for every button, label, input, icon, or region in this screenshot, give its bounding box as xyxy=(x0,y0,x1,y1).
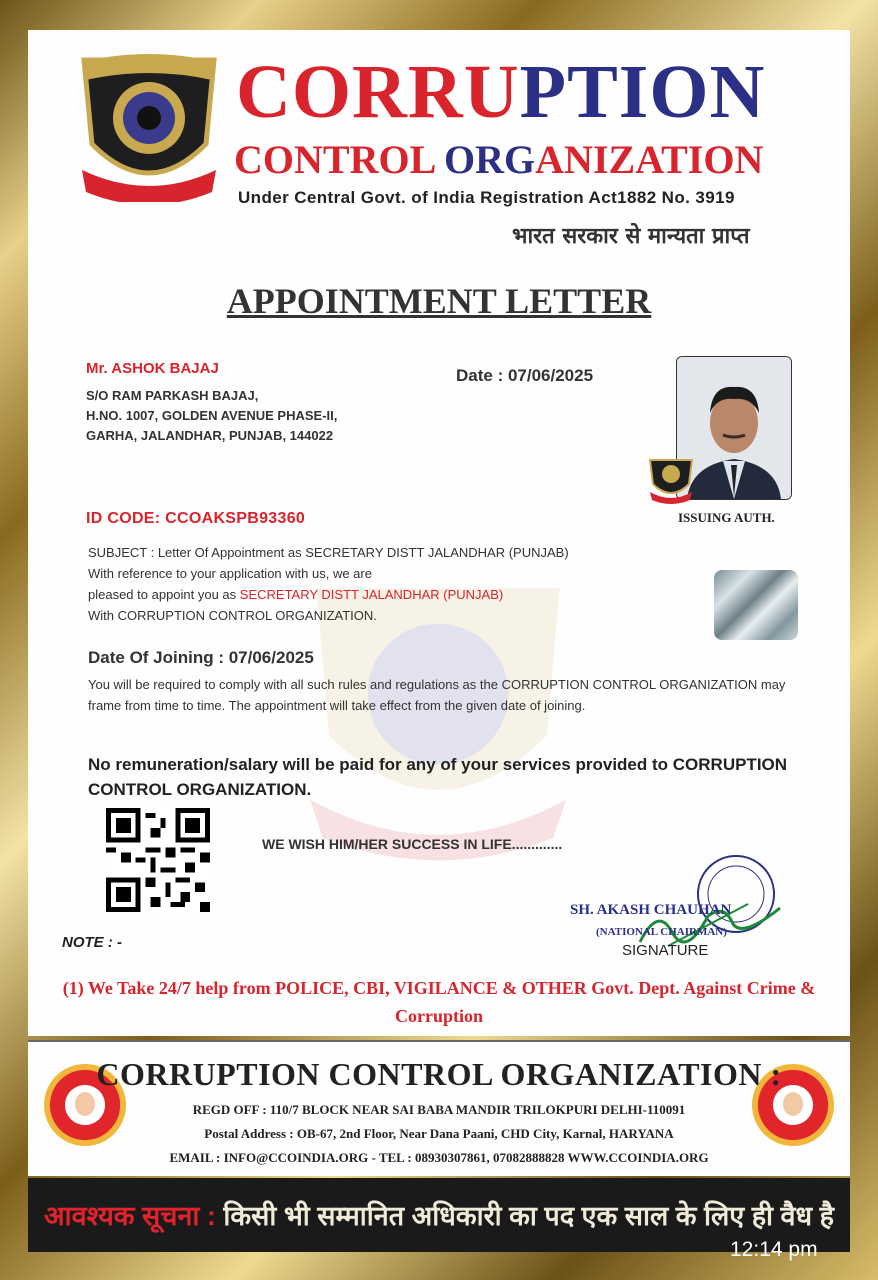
signatory-name: SH. AKASH CHAUHAN xyxy=(570,902,732,918)
signature-block xyxy=(548,846,828,966)
footer-regd-office: REGD OFF : 110/7 BLOCK NEAR SAI BABA MANDIR TRILOKPURI DELHI-110091 xyxy=(192,1102,686,1117)
issuing-authority-label: ISSUING AUTH. xyxy=(678,510,775,525)
recipient-address: S/O RAM PARKASH BAJAJ, H.NO. 1007, GOLDEN AVENUE PHASE-II, GARHA, JALANDHAR, PUNJAB, 144022 xyxy=(86,388,338,443)
org-subtitle: CONTROL ORGANIZATION xyxy=(234,137,764,182)
issuing-seal-icon xyxy=(646,454,696,504)
recipient-name: Mr. ASHOK BAJAJ xyxy=(86,360,219,377)
document-title: APPOINTMENT LETTER xyxy=(226,281,652,321)
note-label: NOTE : - xyxy=(62,934,122,951)
signatory-role: (NATIONAL CHAIRMAN) xyxy=(596,926,727,938)
no-salary-notice: No remuneration/salary will be paid for any of your services provided to CORRUPTION CONTROL ORGANIZATION. xyxy=(88,755,788,799)
organization-logo xyxy=(76,52,222,202)
timestamp: 12:14 pm xyxy=(730,1238,818,1261)
letter-paper xyxy=(28,30,850,1036)
org-title: CORRUPTION xyxy=(236,50,766,134)
help-notice: (1) We Take 24/7 help from POLICE, CBI, VIGILANCE & OTHER Govt. Dept. Against Crime & Corruption xyxy=(62,978,816,1026)
hindi-recognition-text: भारत सरकार से मान्यता प्राप्त xyxy=(512,224,750,249)
hindi-notice-band xyxy=(28,1178,850,1252)
subject-block: SUBJECT : Letter Of Appointment as SECRETARY DISTT JALANDHAR (PUNJAB) With reference to your application with us, we are pleased to appoint you as SECRETARY DISTT JALANDHAR (PUNJAB) With CORRUPTION CONTROL ORGANIZATION. xyxy=(88,542,648,626)
wish-text: WE WISH HIM/HER SUCCESS IN LIFE............. xyxy=(262,836,563,852)
rules-paragraph: You will be required to comply with all such rules and regulations as the CORRUPTION CONTROL ORGANIZATION may frame from time to time. The appointment will take effect from the given date of joining. xyxy=(88,677,786,713)
footer-panel xyxy=(28,1040,850,1176)
hologram-sticker xyxy=(714,570,798,640)
date-of-joining: Date Of Joining : 07/06/2025 xyxy=(88,648,314,667)
footer-org-name: CORRUPTION CONTROL ORGANIZATION : xyxy=(96,1056,782,1092)
letter-date: Date : 07/06/2025 xyxy=(456,366,594,385)
footer-postal-address: Postal Address : OB-67, 2nd Floor, Near Dana Paani, CHD City, Karnal, HARYANA xyxy=(204,1126,674,1141)
hindi-notice-text: किसी भी सम्मानित अधिकारी का पद एक साल के लिए ही वैध है xyxy=(215,1201,835,1231)
footer-contact: EMAIL : INFO@CCOINDIA.ORG - TEL : 08930307861, 07082888828 WWW.CCOINDIA.ORG xyxy=(169,1150,709,1165)
signature-label: SIGNATURE xyxy=(622,942,709,959)
registration-text: Under Central Govt. of India Registration Act1882 No. 3919 xyxy=(238,188,735,207)
subject-line: SUBJECT : Letter Of Appointment as SECRETARY DISTT JALANDHAR (PUNJAB) xyxy=(88,545,569,560)
hindi-notice-label: आवश्यक सूचना : xyxy=(43,1201,216,1231)
id-code: ID CODE: CCOAKSPB93360 xyxy=(86,510,306,527)
qr-code[interactable] xyxy=(106,808,210,912)
